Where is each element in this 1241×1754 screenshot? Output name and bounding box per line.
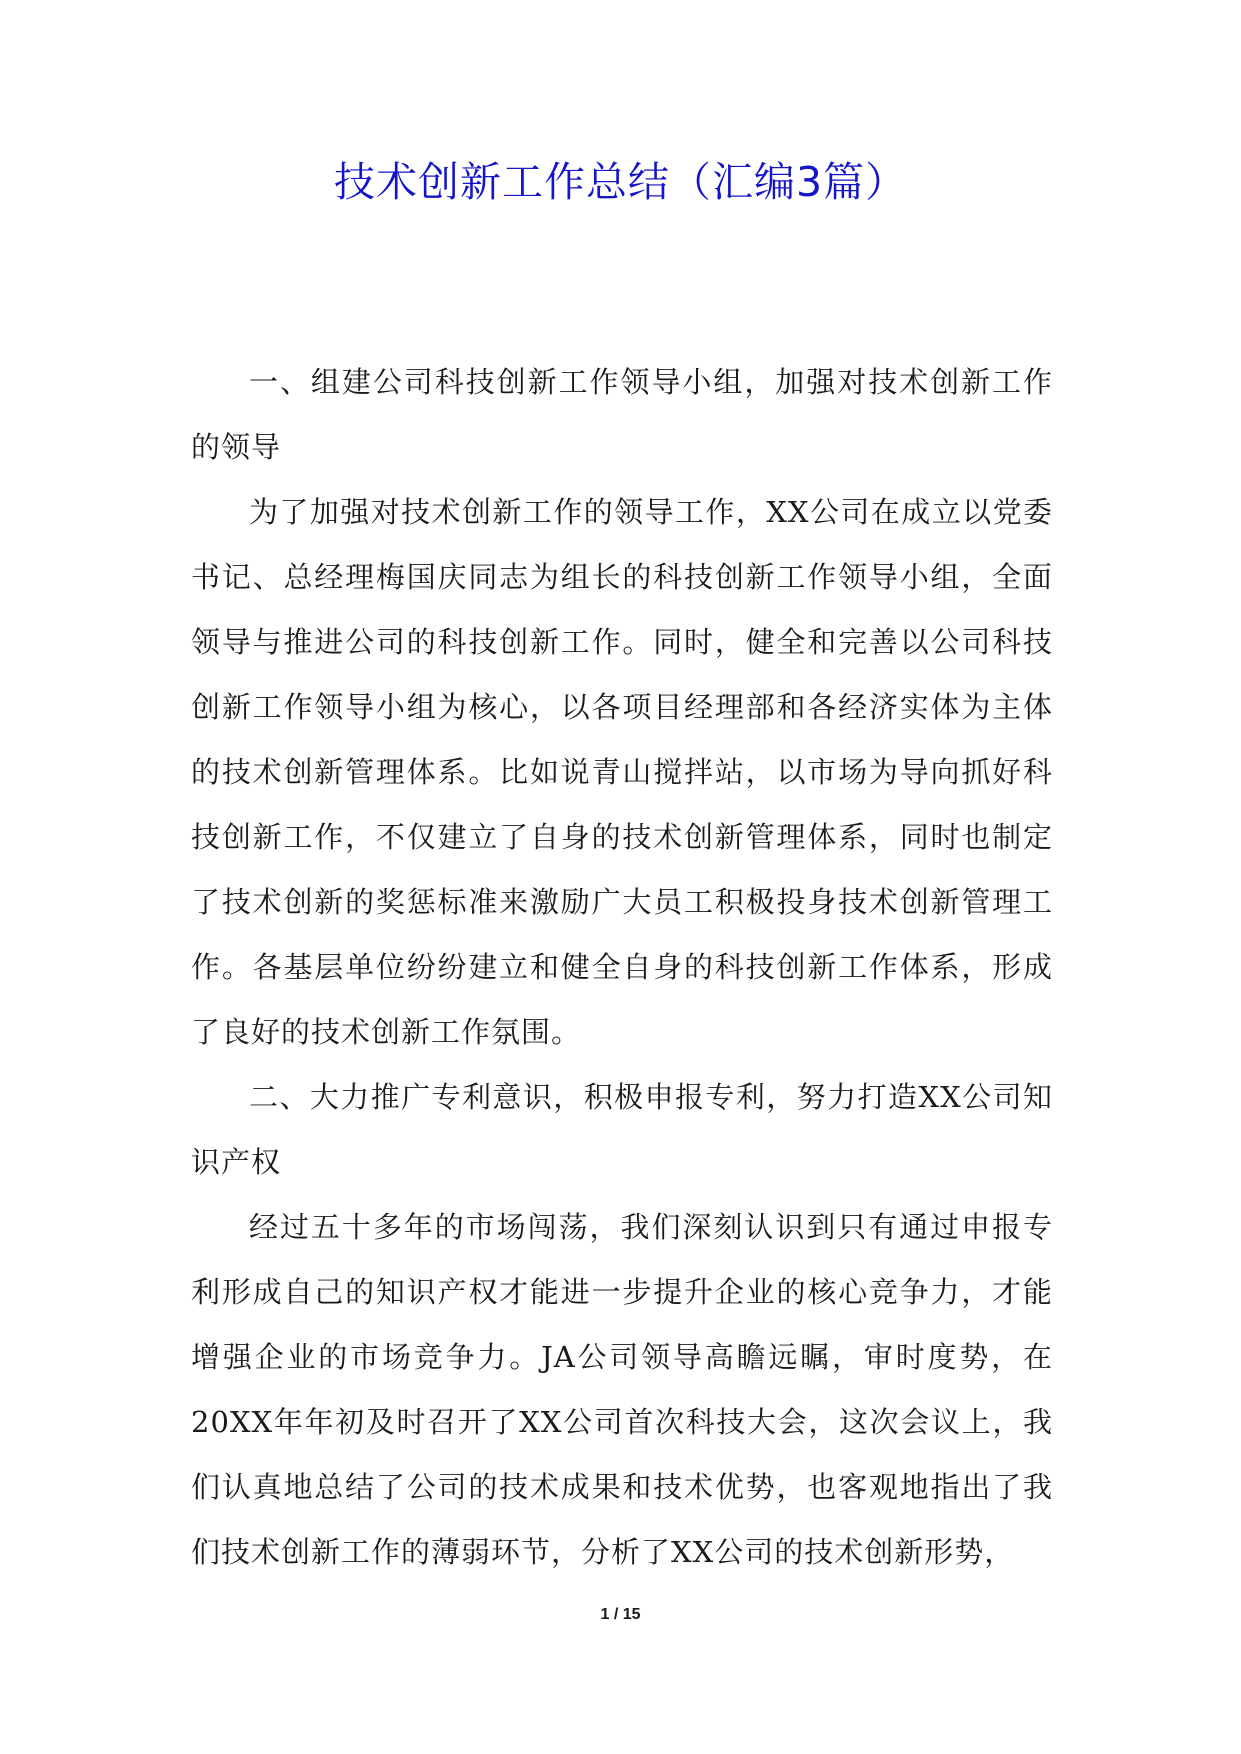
section-heading-2: 二、大力推广专利意识，积极申报专利，努力打造XX公司知识产权 — [191, 1080, 1053, 1179]
section-heading-1: 一、组建公司科技创新工作领导小组，加强对技术创新工作的领导 — [191, 365, 1053, 464]
paragraph-2: 经过五十多年的市场闯荡，我们深刻认识到只有通过申报专利形成自己的知识产权才能进一步提升企业的核心竞争力，才能增强企业的市场竞争力。JA公司领导高瞻远瞩，审时度势，在20XX年年初及时召开了XX公司首次科技大会，这次会议上，我们认真地总结了公司的技术成果和技术优势，也客观地指出了我们技术创新工作的薄弱环节，分析了XX公司的技术创新形势， — [191, 1210, 1053, 1569]
document-title: 技术创新工作总结（汇编3篇） — [333, 158, 908, 206]
page-number: 1 / 15 — [600, 1606, 641, 1623]
document-body — [191, 350, 1053, 1585]
paragraph-1: 为了加强对技术创新工作的领导工作，XX公司在成立以党委书记、总经理梅国庆同志为组长的科技创新工作领导小组，全面领导与推进公司的科技创新工作。同时，健全和完善以公司科技创新工作领导小组为核心，以各项目经理部和各经济实体为主体的技术创新管理体系。比如说青山搅拌站，以市场为导向抓好科技创新工作，不仅建立了自身的技术创新管理体系，同时也制定了技术创新的奖惩标准来激励广大员工积极投身技术创新管理工作。各基层单位纷纷建立和健全自身的科技创新工作体系，形成了良好的技术创新工作氛围。 — [191, 495, 1053, 1049]
